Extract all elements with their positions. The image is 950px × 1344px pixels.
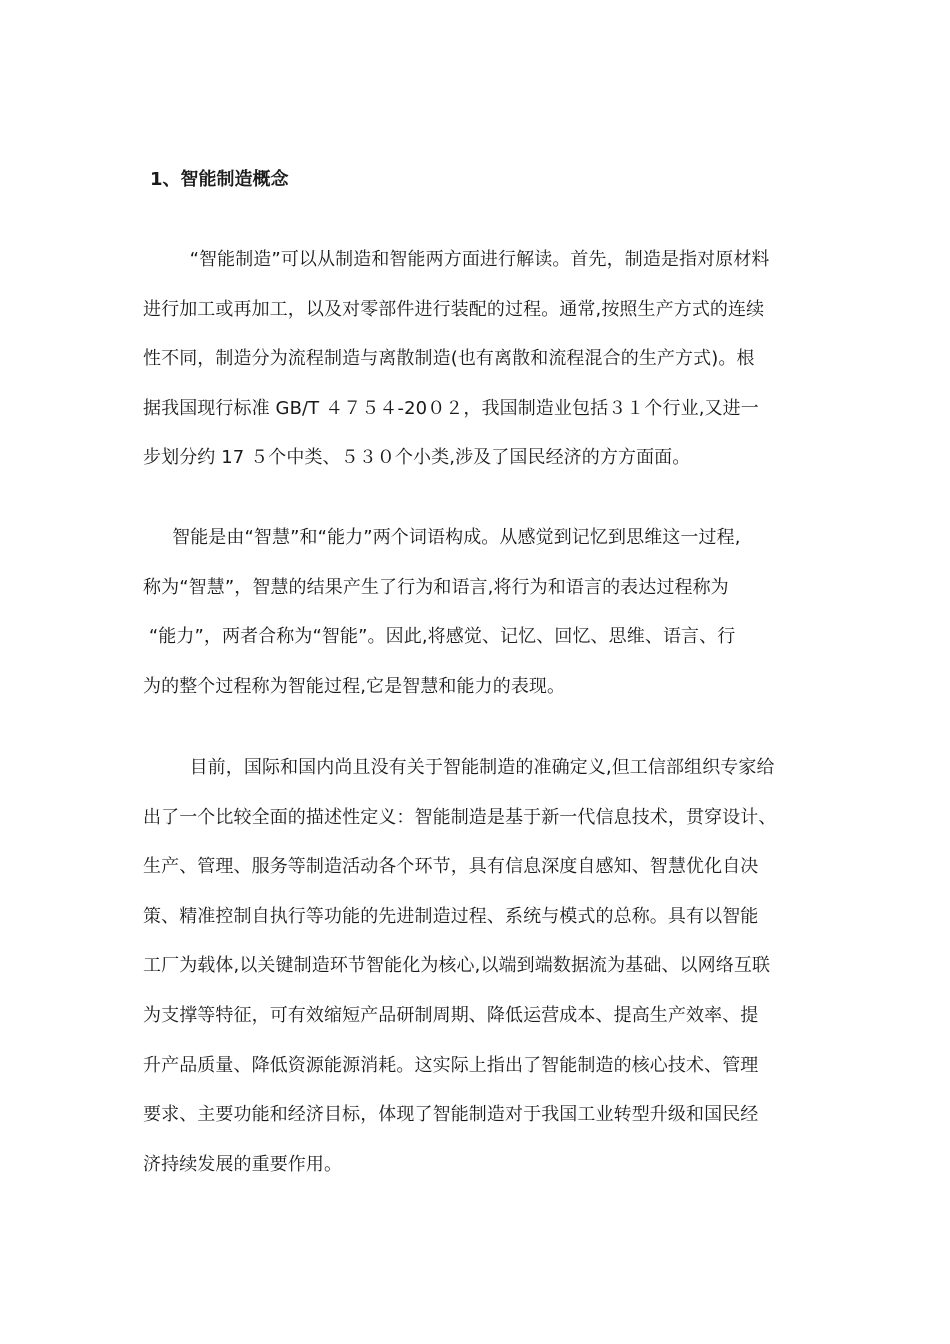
paragraph-line: 进行加工或再加工，以及对零部件进行装配的过程。通常,按照生产方式的连续 xyxy=(143,298,765,320)
paragraph-line: 工厂为载体,以关键制造环节智能化为核心,以端到端数据流为基础、以网络互联 xyxy=(143,955,771,977)
paragraph-line: 步划分约 17 ５个中类、５３０个小类,涉及了国民经济的方方面面。 xyxy=(143,447,691,469)
paragraph-smart-manufacturing-definition xyxy=(143,743,823,1189)
paragraph-manufacturing-definition xyxy=(143,235,823,483)
paragraph-line: 为支撑等特征，可有效缩短产品研制周期、降低运营成本、提高生产效率、提 xyxy=(143,1004,759,1026)
paragraph-line: 济持续发展的重要作用。 xyxy=(143,1153,343,1175)
paragraph-line: 目前，国际和国内尚且没有关于智能制造的准确定义,但工信部组织专家给 xyxy=(143,757,775,778)
paragraph-line: 称为“智慧”，智慧的结果产生了行为和语言,将行为和语言的表达过程称为 xyxy=(143,576,729,598)
paragraph-line: 升产品质量、降低资源能源消耗。这实际上指出了智能制造的核心技术、管理 xyxy=(143,1054,759,1076)
paragraph-intelligence-definition xyxy=(143,513,823,711)
paragraph-line: 据我国现行标准 GB/T ４７５４-20０２，我国制造业包括３１个行业,又进一 xyxy=(143,397,759,419)
paragraph-line: 生产、管理、服务等制造活动各个环节，具有信息深度自感知、智慧优化自决 xyxy=(143,856,759,878)
section-heading: 1、智能制造概念 xyxy=(150,169,289,190)
paragraph-line: “能力”，两者合称为“智能”。因此,将感觉、记忆、回忆、思维、语言、行 xyxy=(143,626,736,648)
paragraph-line: 策、精准控制自执行等功能的先进制造过程、系统与模式的总称。具有以智能 xyxy=(143,905,759,927)
paragraph-line: “智能制造”可以从制造和智能两方面进行解读。首先，制造是指对原材料 xyxy=(143,249,770,270)
paragraph-line: 智能是由“智慧”和“能力”两个词语构成。从感觉到记忆到思维这一过程, xyxy=(143,527,741,548)
paragraph-line: 为的整个过程称为智能过程,它是智慧和能力的表现。 xyxy=(143,675,566,697)
paragraph-line: 出了一个比较全面的描述性定义：智能制造是基于新一代信息技术，贯穿设计、 xyxy=(143,806,777,828)
paragraph-line: 要求、主要功能和经济目标，体现了智能制造对于我国工业转型升级和国民经 xyxy=(143,1104,759,1126)
paragraph-line: 性不同，制造分为流程制造与离散制造(也有离散和流程混合的生产方式)。根 xyxy=(143,348,755,370)
